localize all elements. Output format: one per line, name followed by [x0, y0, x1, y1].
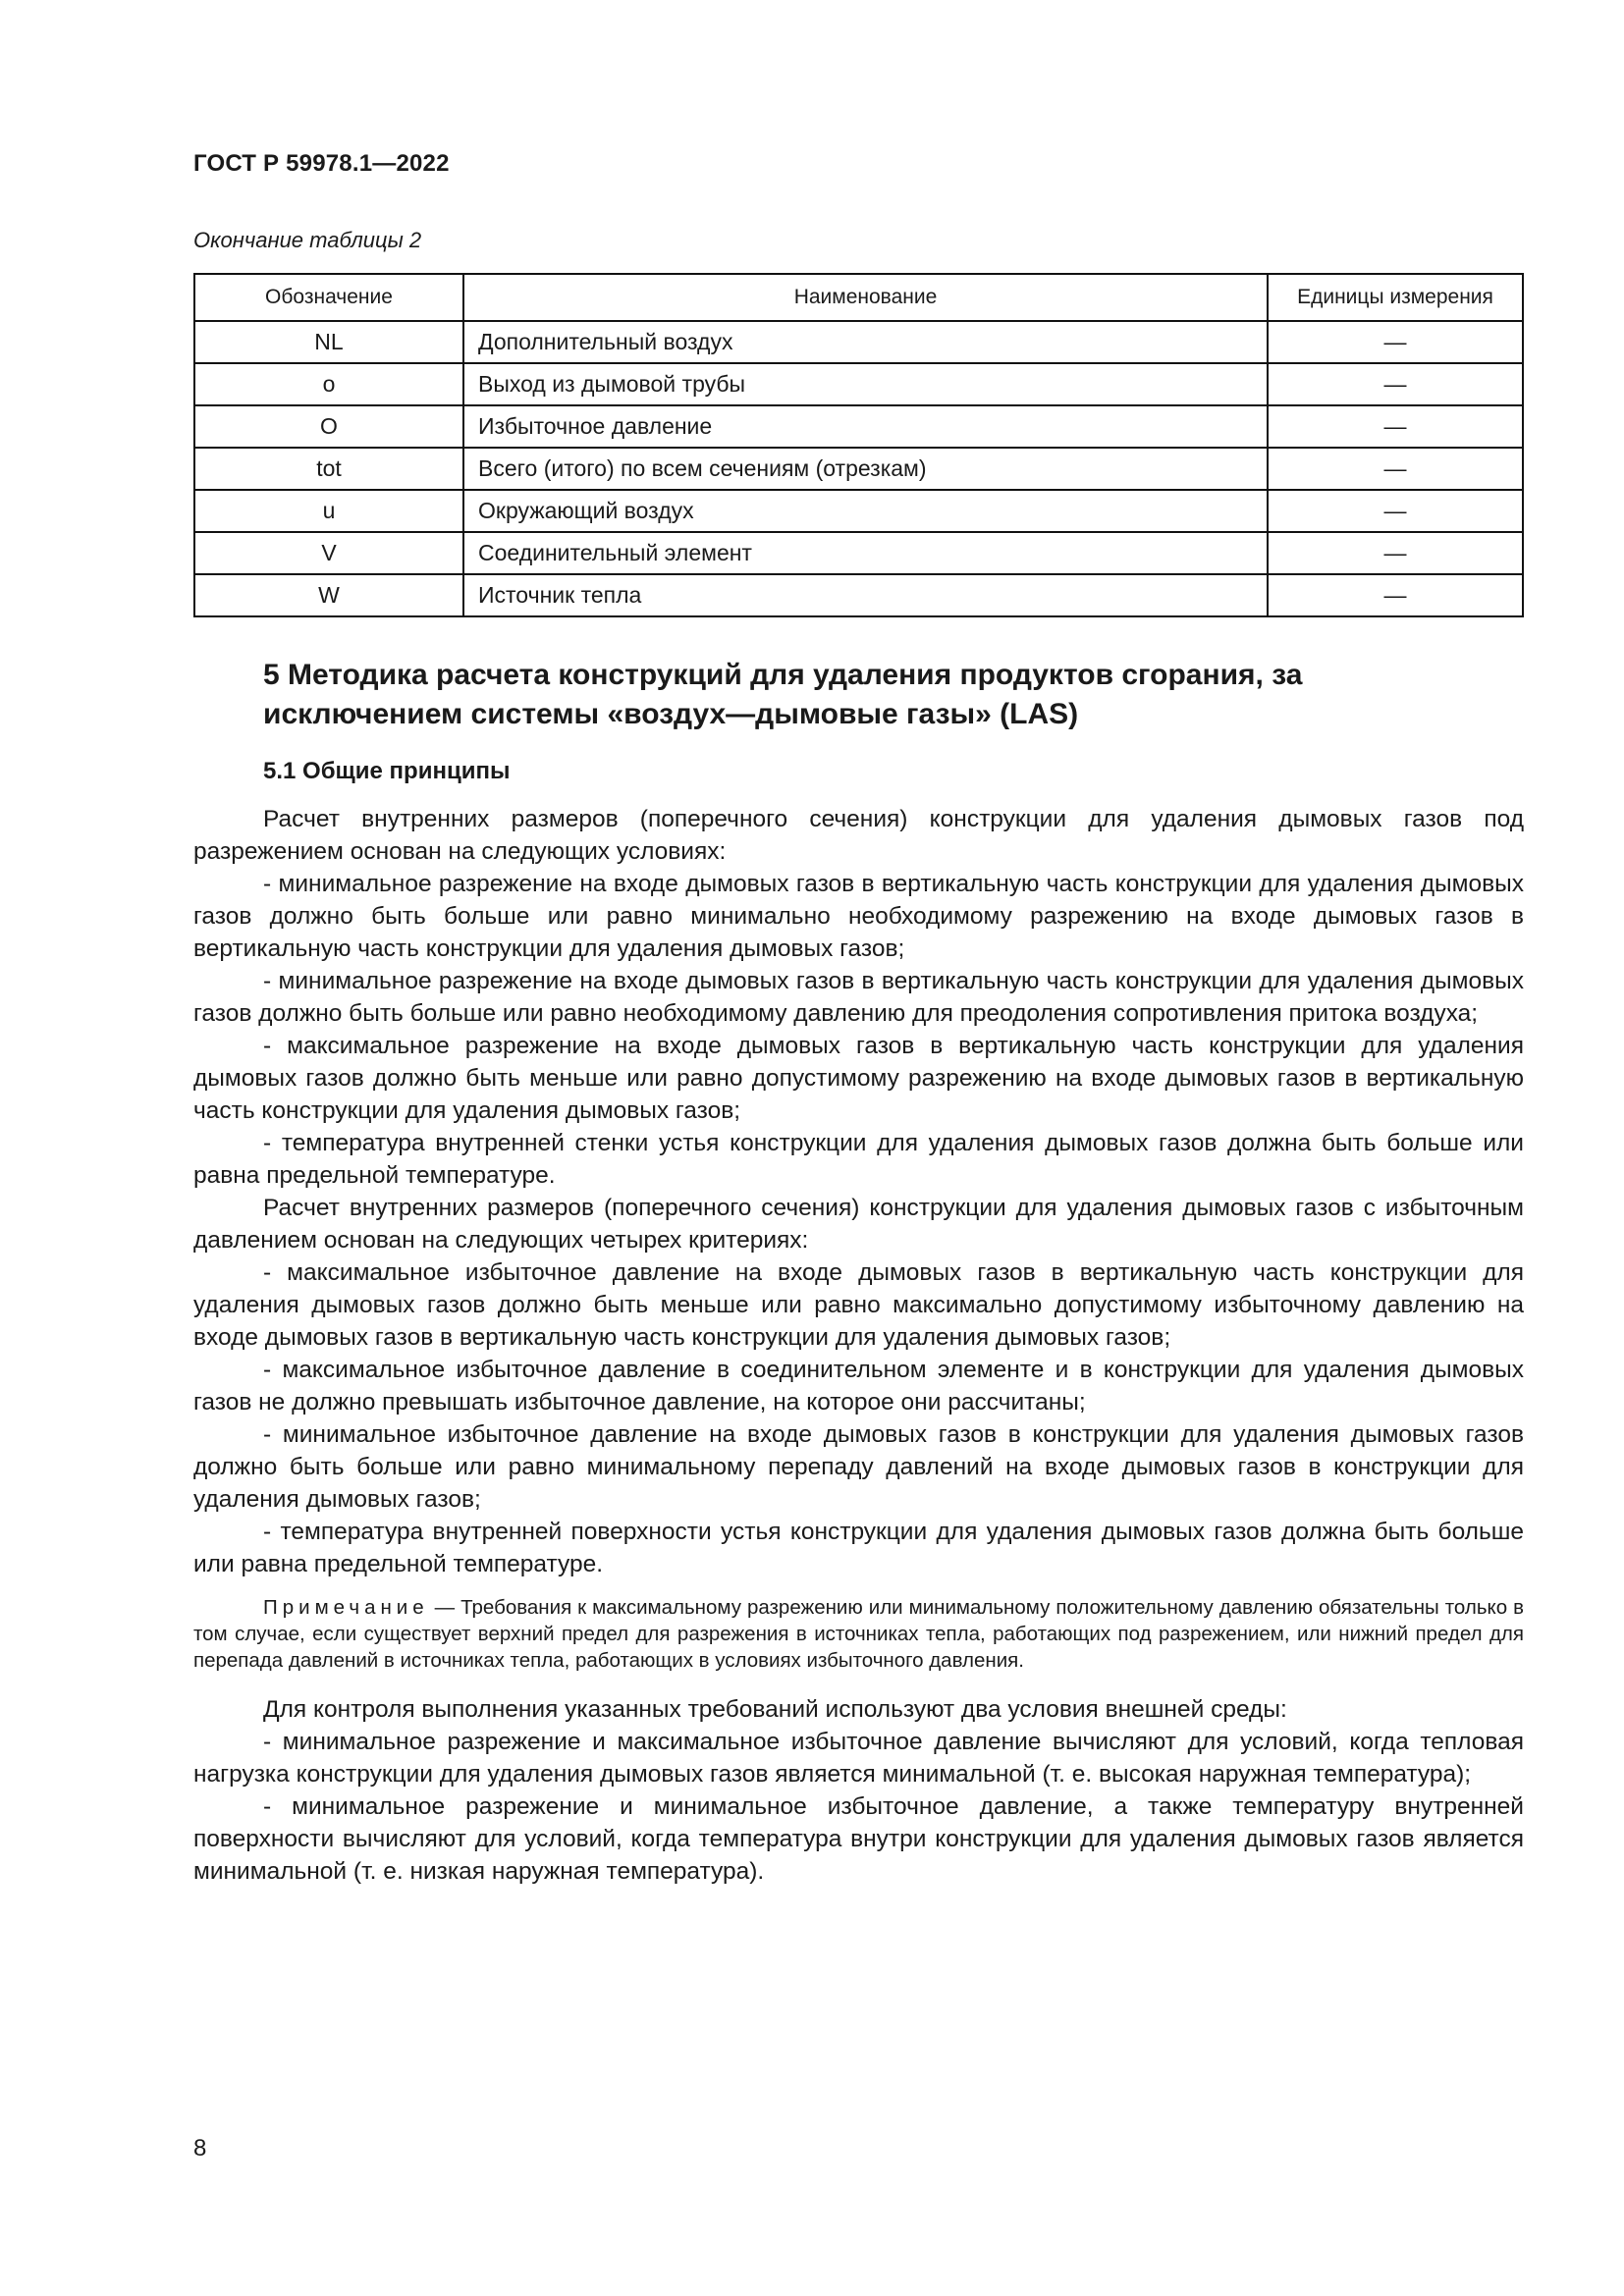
paragraph: Расчет внутренних размеров (поперечного сечения) конструкции для удаления дымовых газов с избыточным давлением основан на следующих четырех критериях: [193, 1195, 1524, 1254]
paragraph: - минимальное разрежение и максимальное избыточное давление вычисляют для условий, когда тепловая нагрузка конструкции для удаления дымовых газов является минимальной (т. е. высокая наружная температура); [193, 1729, 1524, 1788]
document-code-header: ГОСТ Р 59978.1—2022 [193, 150, 450, 177]
cell-unit: — [1268, 532, 1523, 574]
section-body [193, 803, 1524, 1888]
note-text: — Требования к максимальному разрежению или минимальному положительному давлению обязательны только в том случае, если существует верхний предел для разрежения в источниках тепла, работающих под разрежением, или нижний предел для перепада давлений в источниках тепла, работающих в условиях избыточного давления. [193, 1596, 1524, 1672]
cell-name: Выход из дымовой трубы [463, 363, 1268, 405]
table-row [194, 490, 1523, 532]
cell-symbol: o [194, 363, 463, 405]
cell-unit: — [1268, 405, 1523, 448]
paragraph: - минимальное разрежение на входе дымовых газов в вертикальную часть конструкции для удаления дымовых газов должно быть больше или равно минимально необходимому разрежению на входе дымовых газов в вертикальную часть конструкции для удаления дымовых газов; [193, 871, 1524, 962]
note-label: Примечание [263, 1596, 429, 1619]
cell-name: Окружающий воздух [463, 490, 1268, 532]
table-row [194, 574, 1523, 616]
table-caption: Окончание таблицы 2 [193, 228, 422, 252]
cell-name: Всего (итого) по всем сечениям (отрезкам) [463, 448, 1268, 490]
cell-name: Соединительный элемент [463, 532, 1268, 574]
cell-symbol: u [194, 490, 463, 532]
section-title: 5 Методика расчета конструкций для удаления продуктов сгорания, за исключением системы «воздух—дымовые газы» (LAS) [263, 659, 1303, 730]
cell-unit: — [1268, 321, 1523, 363]
table-row [194, 532, 1523, 574]
cell-unit: — [1268, 574, 1523, 616]
paragraph: Расчет внутренних размеров (поперечного сечения) конструкции для удаления дымовых газов под разрежением основан на следующих условиях: [193, 806, 1524, 865]
paragraph: - минимальное разрежение и минимальное избыточное давление, а также температуру внутренней поверхности вычисляют для условий, когда температура внутри конструкции для удаления дымовых газов является минимальной (т. е. низкая наружная температура). [193, 1793, 1524, 1885]
paragraph: - минимальное разрежение на входе дымовых газов в вертикальную часть конструкции для удаления дымовых газов должно быть больше или равно необходимому давлению для преодоления сопротивления притока воздуха; [193, 968, 1524, 1027]
column-header-name: Наименование [463, 274, 1268, 321]
paragraph: - температура внутренней стенки устья конструкции для удаления дымовых газов должна быть больше или равна предельной температуре. [193, 1130, 1524, 1189]
cell-unit: — [1268, 363, 1523, 405]
paragraph: - максимальное избыточное давление в соединительном элементе и в конструкции для удаления дымовых газов не должно превышать избыточное давление, на которое они рассчитаны; [193, 1357, 1524, 1415]
cell-symbol: V [194, 532, 463, 574]
cell-name: Источник тепла [463, 574, 1268, 616]
column-header-symbol: Обозначение [194, 274, 463, 321]
cell-name: Избыточное давление [463, 405, 1268, 448]
table-row [194, 405, 1523, 448]
paragraph: - минимальное избыточное давление на входе дымовых газов в конструкции для удаления дымовых газов должно быть больше или равно минимальному перепаду давлений на входе дымовых газов в конструкции для удаления дымовых газов; [193, 1421, 1524, 1513]
cell-symbol: tot [194, 448, 463, 490]
paragraph: - температура внутренней поверхности устья конструкции для удаления дымовых газов должна быть больше или равна предельной температуре. [193, 1519, 1524, 1577]
page-number: 8 [193, 2135, 207, 2162]
note [193, 1594, 1524, 1674]
cell-symbol: O [194, 405, 463, 448]
cell-symbol: W [194, 574, 463, 616]
cell-unit: — [1268, 448, 1523, 490]
paragraph: - максимальное разрежение на входе дымовых газов в вертикальную часть конструкции для удаления дымовых газов должно быть меньше или равно допустимому разрежению на входе дымовых газов в вертикальную часть конструкции для удаления дымовых газов; [193, 1033, 1524, 1124]
subsection-title: 5.1 Общие принципы [263, 758, 511, 784]
table-row [194, 321, 1523, 363]
cell-unit: — [1268, 490, 1523, 532]
paragraph: - максимальное избыточное давление на входе дымовых газов в вертикальную часть конструкции для удаления дымовых газов должно быть меньше или равно максимально допустимому избыточному давлению на входе дымовых газов в вертикальную часть конструкции для удаления дымовых газов; [193, 1259, 1524, 1351]
symbols-table [193, 273, 1524, 617]
table-header-row [194, 274, 1523, 321]
table-row [194, 448, 1523, 490]
cell-symbol: NL [194, 321, 463, 363]
paragraph: Для контроля выполнения указанных требований используют два условия внешней среды: [263, 1696, 1287, 1723]
table-row [194, 363, 1523, 405]
column-header-unit: Единицы измерения [1268, 274, 1523, 321]
cell-name: Дополнительный воздух [463, 321, 1268, 363]
